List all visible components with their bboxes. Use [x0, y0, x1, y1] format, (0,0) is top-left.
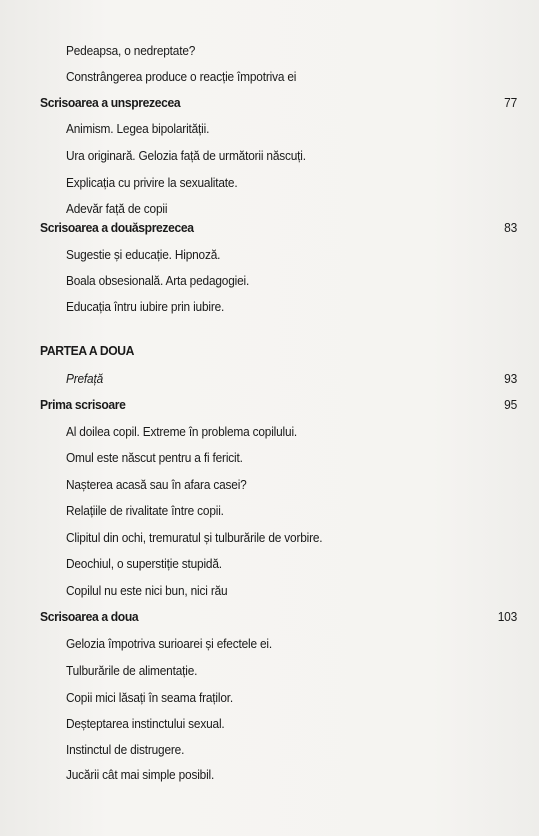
- entry-title: Jucării cât mai simple posibil.: [66, 767, 215, 782]
- chapter-heading: [0, 217, 539, 239]
- heading-title: PARTEA A DOUA: [40, 343, 135, 358]
- chapter-heading: [0, 606, 539, 628]
- toc-entry: [0, 368, 539, 390]
- toc-entry: [0, 764, 539, 786]
- toc-entry: [0, 296, 539, 318]
- page-number: 83: [504, 220, 517, 235]
- toc-entry: [0, 500, 539, 522]
- toc-entry: [0, 40, 539, 62]
- entry-title: Educația întru iubire prin iubire.: [66, 299, 225, 314]
- entry-title: Boala obsesională. Arta pedagogiei.: [66, 273, 250, 288]
- entry-title: Clipitul din ochi, tremuratul și tulburările de vorbire.: [66, 530, 323, 545]
- entry-title: Al doilea copil. Extreme în problema copilului.: [66, 424, 298, 439]
- entry-title: Deșteptarea instinctului sexual.: [66, 716, 225, 731]
- toc-entry: [0, 66, 539, 88]
- heading-title: Scrisoarea a douăsprezecea: [40, 220, 194, 235]
- entry-title: Ura originară. Gelozia față de următorii născuți.: [66, 148, 306, 163]
- toc-entry: [0, 713, 539, 735]
- chapter-heading: [0, 394, 539, 416]
- toc-entry: [0, 527, 539, 549]
- entry-title: Sugestie și educație. Hipnoză.: [66, 247, 221, 262]
- page-number: 93: [504, 371, 517, 386]
- entry-title: Constrângerea produce o reacție împotriva ei: [66, 69, 297, 84]
- toc-entry: [0, 421, 539, 443]
- toc-entry: [0, 270, 539, 292]
- entry-title: Omul este născut pentru a fi fericit.: [66, 450, 243, 465]
- toc-entry: [0, 118, 539, 140]
- page-number: 103: [497, 609, 517, 624]
- toc-entry: [0, 553, 539, 575]
- entry-title: Copii mici lăsați în seama fraților.: [66, 690, 234, 705]
- entry-title: Explicația cu privire la sexualitate.: [66, 175, 238, 190]
- toc-entry: [0, 660, 539, 682]
- entry-title: Animism. Legea bipolarității.: [66, 121, 210, 136]
- page-number: 95: [504, 397, 517, 412]
- toc-entry: [0, 633, 539, 655]
- entry-title: Prefață: [66, 371, 104, 386]
- entry-title: Gelozia împotriva surioarei și efectele ei.: [66, 636, 273, 651]
- toc-entry: [0, 739, 539, 761]
- entry-title: Copilul nu este nici bun, nici rău: [66, 583, 228, 598]
- entry-title: Adevăr față de copii: [66, 201, 168, 216]
- toc-entry: [0, 145, 539, 167]
- entry-title: Nașterea acasă sau în afara casei?: [66, 477, 247, 492]
- toc-entry: [0, 687, 539, 709]
- toc-entry: [0, 580, 539, 602]
- chapter-heading: [0, 92, 539, 114]
- toc-entry: [0, 244, 539, 266]
- entry-title: Tulburările de alimentație.: [66, 663, 198, 678]
- entry-title: Instinctul de distrugere.: [66, 742, 185, 757]
- heading-title: Prima scrisoare: [40, 397, 126, 412]
- part-heading: [0, 340, 539, 362]
- heading-title: Scrisoarea a unsprezecea: [40, 95, 181, 110]
- entry-title: Relațiile de rivalitate între copii.: [66, 503, 224, 518]
- page-number: 77: [504, 95, 517, 110]
- heading-title: Scrisoarea a doua: [40, 609, 139, 624]
- toc-entry: [0, 447, 539, 469]
- toc-entry: [0, 474, 539, 496]
- entry-title: Pedeapsa, o nedreptate?: [66, 43, 196, 58]
- toc-entry: [0, 172, 539, 194]
- entry-title: Deochiul, o superstiție stupidă.: [66, 556, 222, 571]
